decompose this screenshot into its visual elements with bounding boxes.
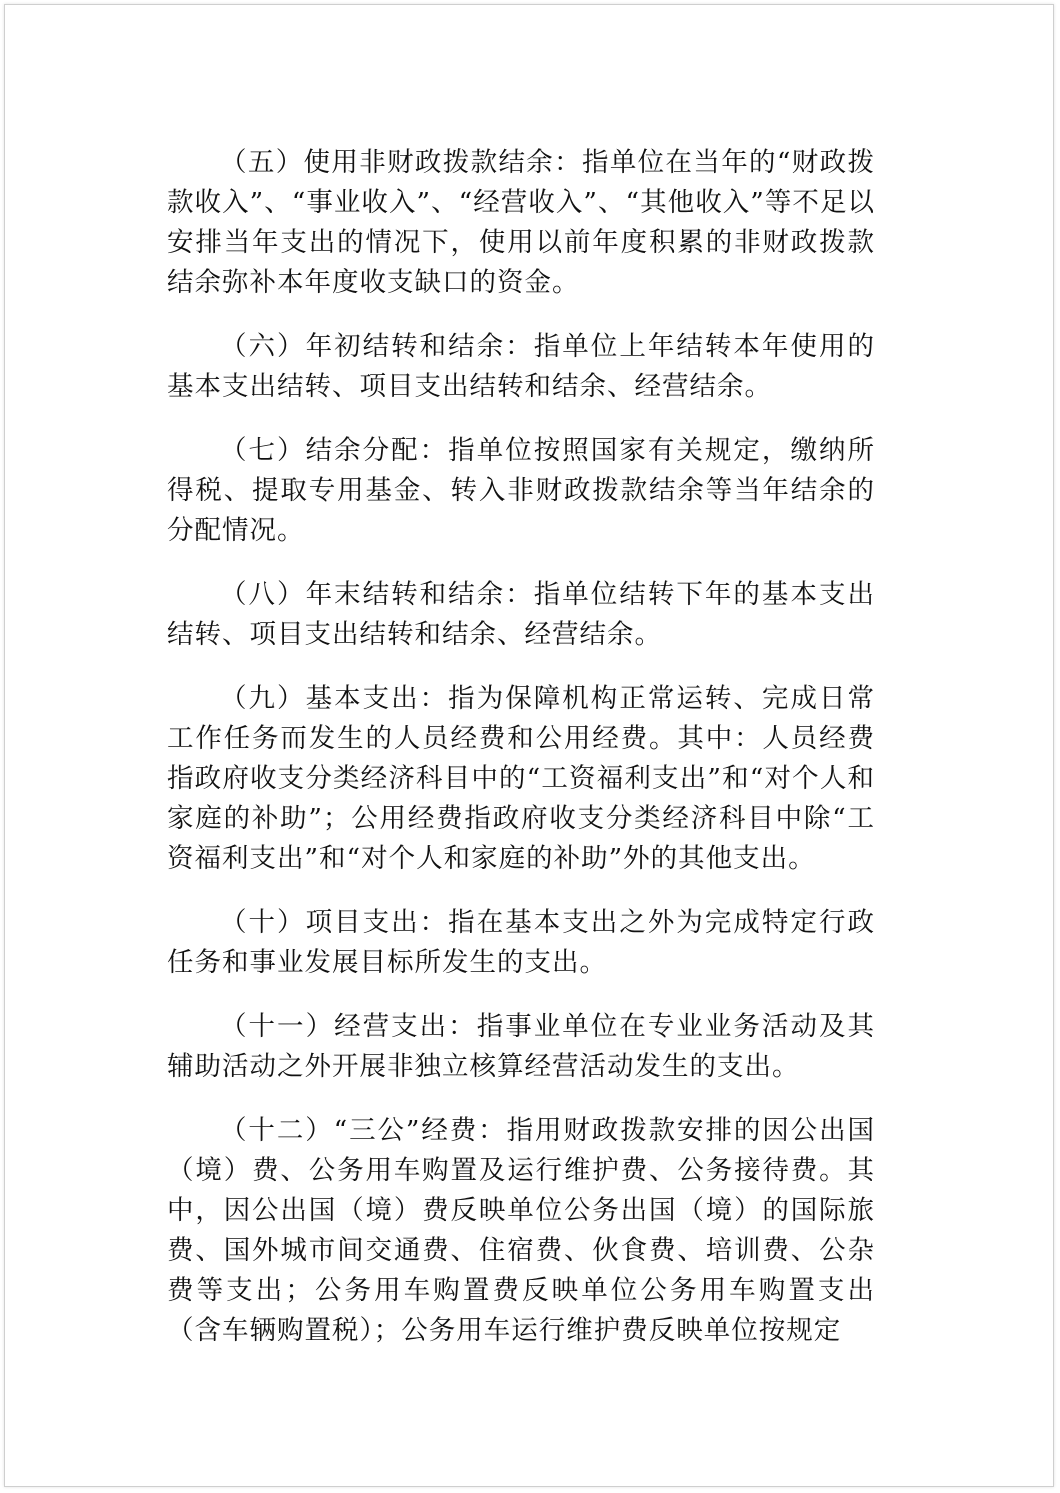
paragraph-10: （十）项目支出：指在基本支出之外为完成特定行政任务和事业发展目标所发生的支出。 — [167, 907, 875, 978]
paragraph-7: （七）结余分配：指单位按照国家有关规定，缴纳所得税、提取专用基金、转入非财政拨款结余等当年结余的分配情况。 — [167, 435, 875, 546]
paragraph-12: （十二）“三公”经费：指用财政拨款安排的因公出国（境）费、公务用车购置及运行维护费、公务接待费。其中，因公出国（境）费反映单位公务出国（境）的国际旅费、国外城市间交通费、住宿费、伙食费、培训费、公杂费等支出；公务用车购置费反映单位公务用车购置支出（含车辆购置税）；公务用车运行维护费反映单位按规定 — [167, 1115, 875, 1346]
document-page — [4, 4, 1054, 1487]
paragraph-8: （八）年末结转和结余：指单位结转下年的基本支出结转、项目支出结转和结余、经营结余。 — [167, 579, 875, 650]
paragraph-6: （六）年初结转和结余：指单位上年结转本年使用的基本支出结转、项目支出结转和结余、经营结余。 — [167, 331, 875, 402]
paragraph-11: （十一）经营支出：指事业单位在专业业务活动及其辅助活动之外开展非独立核算经营活动发生的支出。 — [167, 1011, 875, 1082]
paragraph-9: （九）基本支出：指为保障机构正常运转、完成日常工作任务而发生的人员经费和公用经费。其中：人员经费指政府收支分类经济科目中的“工资福利支出”和“对个人和家庭的补助”；公用经费指政府收支分类经济科目中除“工资福利支出”和“对个人和家庭的补助”外的其他支出。 — [167, 683, 875, 874]
document-body — [167, 143, 875, 1375]
paragraph-5: （五）使用非财政拨款结余：指单位在当年的“财政拨款收入”、“事业收入”、“经营收入”、“其他收入”等不足以安排当年支出的情况下，使用以前年度积累的非财政拨款结余弥补本年度收支缺口的资金。 — [167, 147, 875, 298]
